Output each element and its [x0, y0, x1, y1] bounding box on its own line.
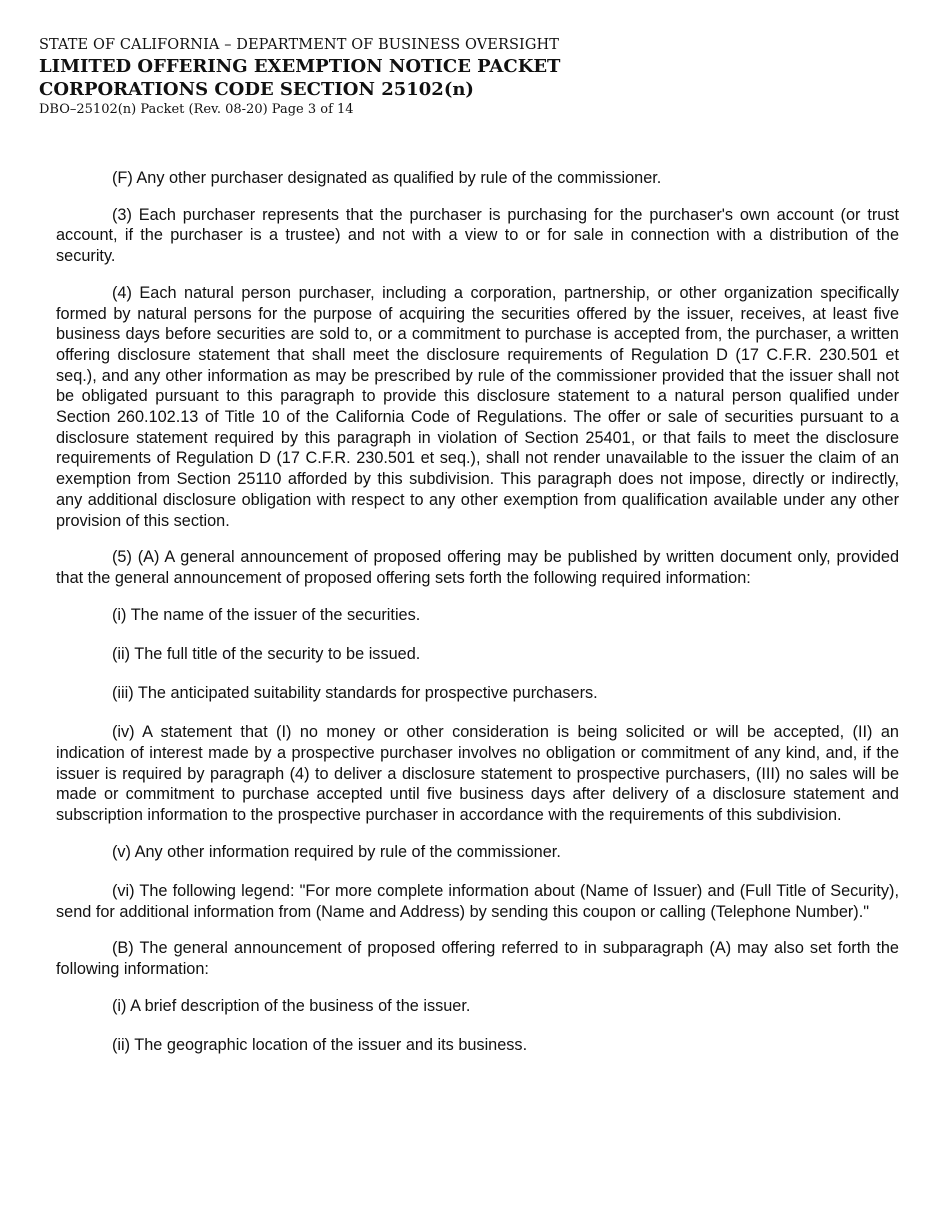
paragraph-5a-ii: (ii) The full title of the security to be issued. [112, 644, 421, 663]
paragraph-5b-ii: (ii) The geographic location of the issuer and its business. [112, 1036, 528, 1054]
page-header [39, 35, 899, 119]
paragraph-5a-i: (i) The name of the issuer of the securities. [112, 605, 421, 624]
code-section-title: CORPORATIONS CODE SECTION 25102(n) [39, 79, 474, 100]
paragraph-5a-v: (v) Any other information required by rule of the commissioner. [112, 842, 561, 861]
paragraph-5a-iv: (iv) A statement that (I) no money or other consideration is being solicited or will be accepted, (II) an indication of interest made by a prospective purchaser involves no obligation or commitment of any kind, and, if the issuer is required by paragraph (4) to deliver a disclosure statement to prospective purchasers, (III) no sales will be made or commitment to purchase accepted until five business days after delivery of a disclosure statement and subscription information to the prospective purchaser in accordance with the requirements of this subdivision. [56, 723, 899, 825]
paragraph-5b: (B) The general announcement of proposed offering referred to in subparagraph (A) may also set forth the following information: [56, 939, 899, 979]
paragraph-4: (4) Each natural person purchaser, including a corporation, partnership, or other organization specifically formed by natural persons for the purpose of acquiring the securities offered by the issuer, receives, at least five business days before securities are sold to, or a commitment to purchase is accepted from, the purchaser, a written offering disclosure statement that shall meet the disclosure requirements of Regulation D (17 C.F.R. 230.501 et seq.), and any other information as may be prescribed by rule of the commissioner provided that the issuer shall not be obligated pursuant to this paragraph to provide this disclosure statement to a natural person qualified under Section 260.102.13 of Title 10 of the California Code of Regulations. The offer or sale of securities pursuant to a disclosure statement required by this paragraph in violation of Section 25401, or that fails to meet the disclosure requirements of Regulation D (17 C.F.R. 230.501 et seq.), shall not render unavailable to the issuer the claim of an exemption from Section 25110 afforded by this subdivision. This paragraph does not impose, directly or indirectly, any additional disclosure obligation with respect to any other exemption from qualification available under any other provision of this section. [56, 283, 899, 530]
document-body [56, 168, 899, 1074]
packet-title: LIMITED OFFERING EXEMPTION NOTICE PACKET [39, 56, 561, 77]
agency-line: STATE OF CALIFORNIA – DEPARTMENT OF BUSINESS OVERSIGHT [39, 37, 560, 53]
paragraph-5a-iii: (iii) The anticipated suitability standards for prospective purchasers. [112, 684, 598, 703]
paragraph-f: (F) Any other purchaser designated as qualified by rule of the commissioner. [112, 169, 662, 187]
paragraph-5a-vi: (vi) The following legend: "For more complete information about (Name of Issuer) and (Full Title of Security), send for additional information from (Name and Address) by sending this coupon or calling (Telephone Number)." [56, 881, 899, 921]
form-reference: DBO–25102(n) Packet (Rev. 08-20) Page 3 of 14 [39, 102, 354, 117]
paragraph-3: (3) Each purchaser represents that the purchaser is purchasing for the purchaser's own account (or trust account, if the purchaser is a trustee) and not with a view to or for sale in connection with a distribution of the security. [56, 205, 899, 266]
paragraph-5a: (5) (A) A general announcement of proposed offering may be published by written document only, provided that the general announcement of proposed offering sets forth the following required information: [56, 548, 899, 587]
paragraph-5b-i: (i) A brief description of the business of the issuer. [112, 996, 471, 1015]
